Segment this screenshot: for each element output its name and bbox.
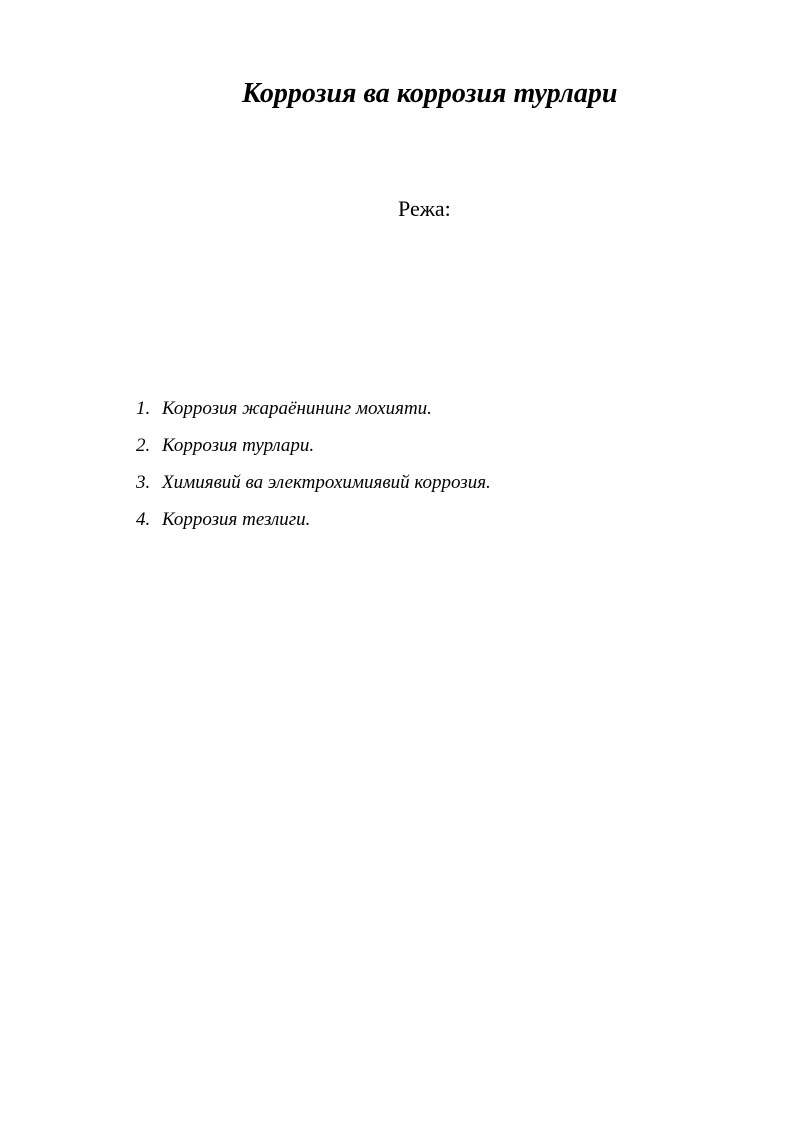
plan-item-text: Химиявий ва электрохимиявий коррозия.	[162, 472, 491, 493]
plan-list	[136, 397, 491, 545]
plan-item-text: Коррозия жараёнининг мохияти.	[162, 398, 432, 419]
plan-item-number: 3.	[136, 472, 151, 493]
document-title: Коррозия ва коррозия турлари	[242, 78, 618, 109]
plan-item-text: Коррозия турлари.	[162, 435, 315, 456]
plan-item-1	[136, 397, 491, 434]
plan-item-number: 4.	[136, 509, 151, 530]
plan-heading: Режа:	[398, 196, 451, 221]
plan-item-2	[136, 434, 491, 471]
plan-item-3	[136, 471, 491, 508]
plan-item-number: 2.	[136, 435, 151, 456]
plan-item-text: Коррозия тезлиги.	[162, 509, 311, 530]
plan-item-number: 1.	[136, 398, 151, 419]
plan-item-4	[136, 508, 491, 545]
